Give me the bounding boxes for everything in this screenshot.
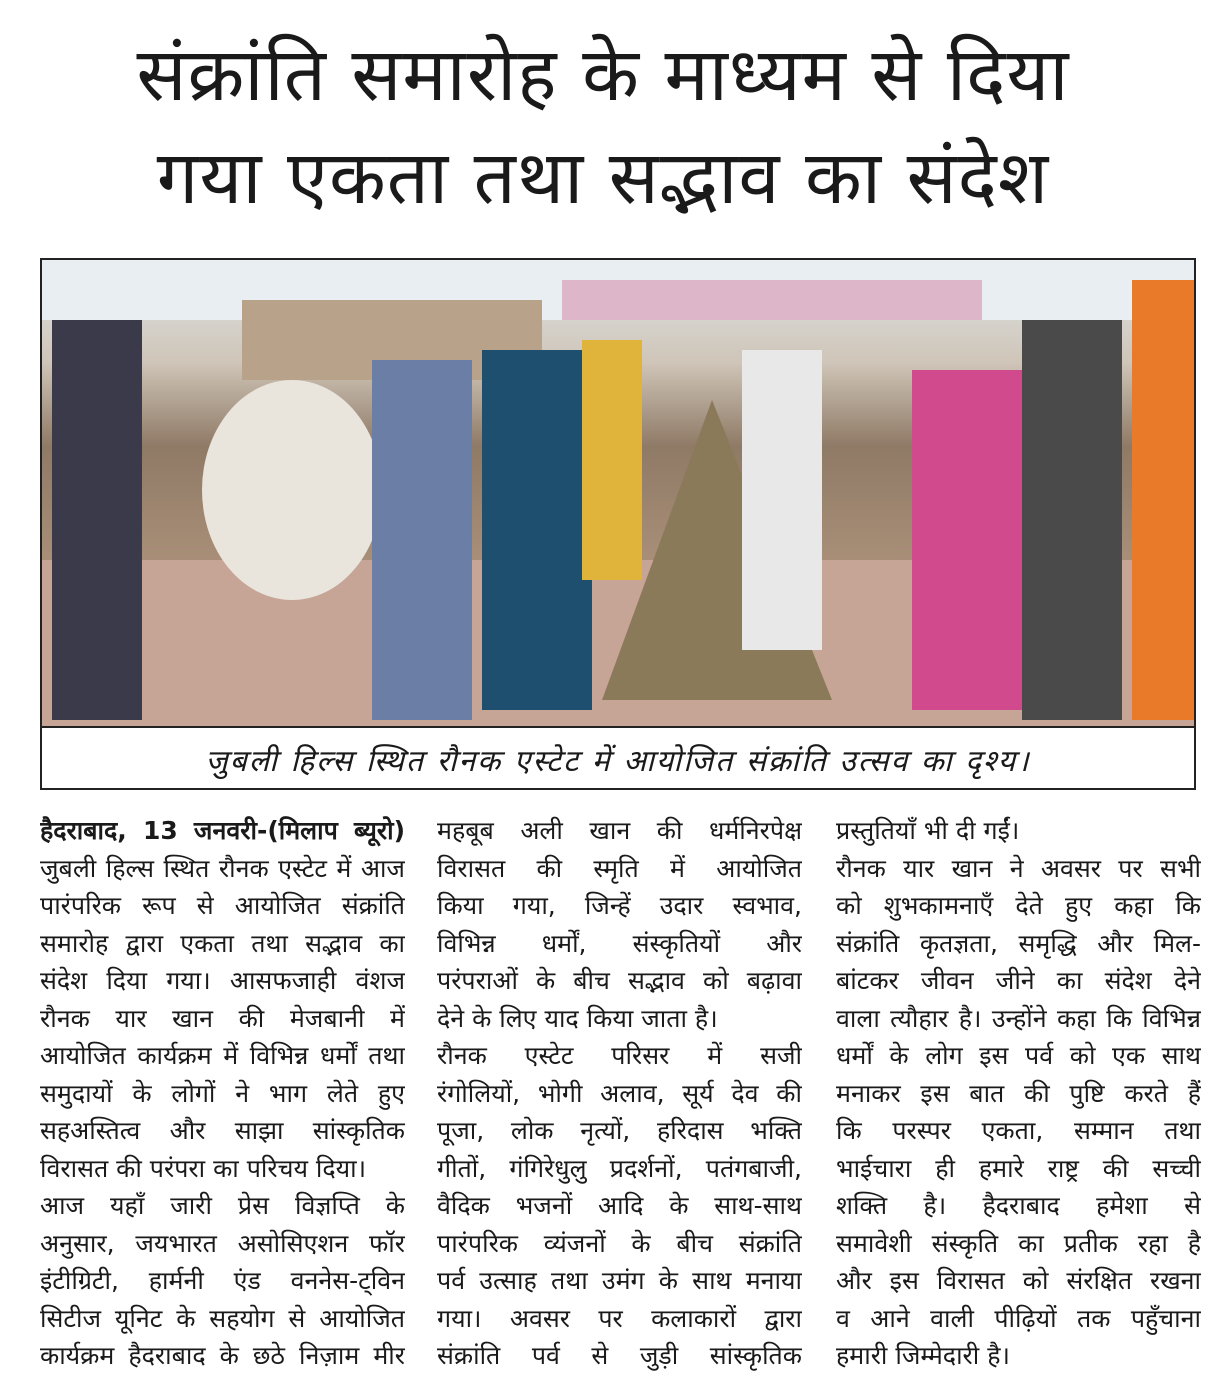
article-text-line: जुबली हिल्स स्थित रौनक एस्टेट में आज — [40, 853, 405, 883]
article-text-line: सहअस्तित्व और साझा सांस्कृतिक — [40, 1116, 405, 1145]
article-text-line: रौनक यार खान की मेजबानी में — [40, 1003, 405, 1033]
article-text-line: विरासत की परंपरा का परिचय दिया। — [40, 1153, 367, 1183]
article-text-line: संदेश दिया गया। आसफजाही वंशज — [40, 966, 405, 995]
article-text-line: इंटीग्रिटी, हार्मनी एंड वननेस-ट्विन — [40, 1266, 405, 1295]
article-dateline: हैदराबाद, 13 जनवरी-(मिलाप ब्यूरो) — [40, 816, 405, 845]
article-text-line: कि परस्पर एकता, सम्मान तथा — [836, 1116, 1201, 1145]
article-text-line: मनाकर इस बात की पुष्टि करते हैं — [836, 1078, 1201, 1108]
article-text-line: महबूब अली खान की धर्मनिरपेक्ष — [437, 816, 802, 845]
article-column-1 — [40, 812, 405, 1375]
article-text-line: भाईचारा ही हमारे राष्ट्र की सच्ची — [836, 1153, 1201, 1183]
article-text-line: आयोजित कार्यक्रम में विभिन्न धर्मों तथा — [40, 1041, 405, 1070]
article-text-line: व आने वाली पीढ़ियों तक पहुँचाना — [836, 1303, 1201, 1333]
article-text-line: पर्व उत्साह तथा उमंग के साथ मनाया — [437, 1266, 802, 1295]
article-text-line: बांटकर जीवन जीने का संदेश देने — [836, 966, 1201, 995]
article-text-line: परंपराओं के बीच सद्भाव को बढ़ावा — [437, 966, 802, 995]
article-text-line: वाला त्यौहार है। उन्होंने कहा कि विभिन्न — [836, 1003, 1201, 1033]
article-text-line: सिटीज यूनिट के सहयोग से आयोजित — [40, 1303, 405, 1333]
article-text-line: समावेशी संस्कृति का प्रतीक रहा है — [836, 1228, 1201, 1258]
article-text-line: वैदिक भजनों आदि के साथ-साथ — [437, 1191, 802, 1220]
headline-line-1: संक्रांति समारोह के माध्यम से दिया — [136, 32, 1070, 118]
article-text-line: प्रस्तुतियाँ भी दी गईं। — [836, 816, 1020, 845]
article-text-line: गीतों, गंगिरेधुलु प्रदर्शनों, पतंगबाजी, — [437, 1153, 802, 1183]
article-text-line: विरासत की स्मृति में आयोजित — [437, 853, 802, 883]
article-column-3 — [836, 812, 1201, 1375]
article-text-line: कार्यक्रम हैदराबाद के छठे निज़ाम मीर — [40, 1341, 405, 1370]
article-text-line: अनुसार, जयभारत असोसिएशन फॉर — [40, 1228, 405, 1258]
article-text-line: को शुभकामनाएँ देते हुए कहा कि — [836, 891, 1201, 920]
article-text-line: समारोह द्वारा एकता तथा सद्भाव का — [40, 928, 405, 958]
article-text-line: समुदायों के लोगों ने भाग लेते हुए — [40, 1078, 405, 1108]
headline-line-2: गया एकता तथा सद्भाव का संदेश — [156, 135, 1050, 221]
article-text-line: गया। अवसर पर कलाकारों द्वारा — [437, 1303, 802, 1333]
article-text-line: रौनक एस्टेट परिसर में सजी — [437, 1041, 802, 1070]
article-text-line: रंगोलियों, भोगी अलाव, सूर्य देव की — [437, 1078, 802, 1108]
article-text-line: देने के लिए याद किया जाता है। — [437, 1003, 718, 1033]
article-text-line: और इस विरासत को संरक्षित रखना — [836, 1266, 1201, 1295]
article-text-line: पारंपरिक रूप से आयोजित संक्रांति — [40, 891, 405, 920]
article-text-line: किया गया, जिन्हें उदार स्वभाव, — [437, 891, 802, 920]
article-text-line: संक्रांति पर्व से जुड़ी सांस्कृतिक — [437, 1341, 802, 1370]
article-text-line: हमारी जिम्मेदारी है। — [836, 1341, 1010, 1370]
photo-caption: जुबली हिल्स स्थित रौनक एस्टेट में आयोजित संक्रांति उत्सव का दृश्य। — [42, 726, 1194, 790]
article-text-line: विभिन्न धर्मों, संस्कृतियों और — [437, 928, 802, 958]
article-text-line: संक्रांति कृतज्ञता, समृद्धि और मिल- — [836, 928, 1201, 958]
article-text-line: रौनक यार खान ने अवसर पर सभी — [836, 853, 1201, 883]
article-text-line: पारंपरिक व्यंजनों के बीच संक्रांति — [437, 1228, 802, 1258]
article-column-2 — [437, 812, 802, 1375]
article-text-line: धर्मों के लोग इस पर्व को एक साथ — [836, 1041, 1201, 1070]
article-text-line: शक्ति है। हैदराबाद हमेशा से — [836, 1191, 1201, 1220]
article-text-line: पूजा, लोक नृत्यों, हरिदास भक्ति — [437, 1116, 802, 1145]
news-photo-frame — [40, 258, 1196, 790]
news-photo — [42, 260, 1194, 726]
article-text-line: आज यहाँ जारी प्रेस विज्ञप्ति के — [40, 1191, 405, 1220]
